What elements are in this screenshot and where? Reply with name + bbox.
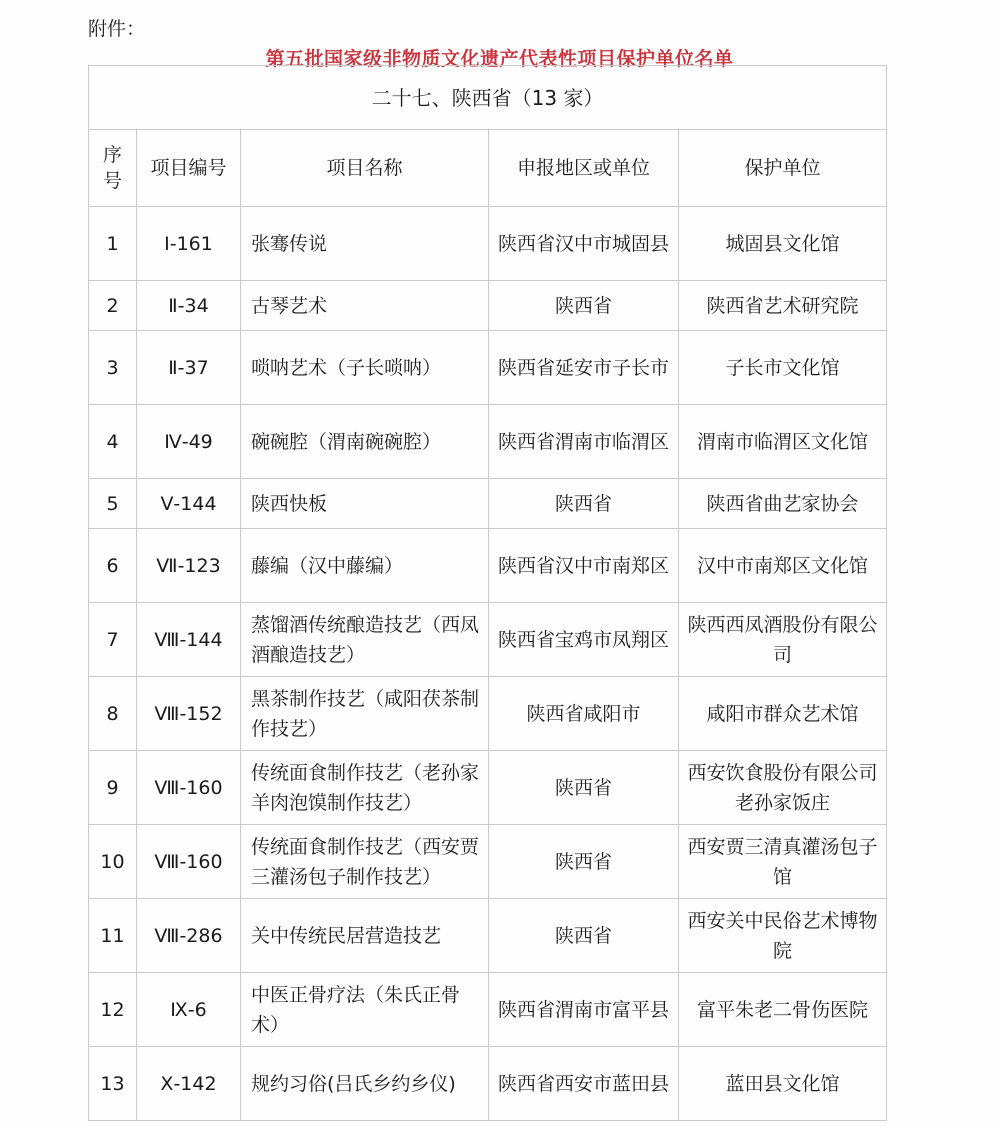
table-row — [89, 899, 887, 973]
cell-name: 碗碗腔（渭南碗碗腔） — [241, 405, 489, 479]
table-row — [89, 529, 887, 603]
cell-code: Ⅸ-6 — [137, 973, 241, 1047]
cell-unit: 西安贾三清真灌汤包子馆 — [679, 825, 887, 899]
cell-seq: 10 — [89, 825, 137, 899]
cell-region: 陕西省汉中市南郑区 — [489, 529, 679, 603]
cell-name: 规约习俗(吕氏乡约乡仪) — [241, 1047, 489, 1121]
cell-unit: 陕西西凤酒股份有限公司 — [679, 603, 887, 677]
cell-seq: 12 — [89, 973, 137, 1047]
header-unit: 保护单位 — [679, 130, 887, 207]
cell-unit: 陕西省曲艺家协会 — [679, 479, 887, 529]
cell-seq: 4 — [89, 405, 137, 479]
cell-region: 陕西省汉中市城固县 — [489, 207, 679, 281]
cell-unit: 西安关中民俗艺术博物院 — [679, 899, 887, 973]
cell-seq: 9 — [89, 751, 137, 825]
cell-name: 黑茶制作技艺（咸阳茯茶制作技艺） — [241, 677, 489, 751]
cell-code: Ⅷ-152 — [137, 677, 241, 751]
cell-seq: 8 — [89, 677, 137, 751]
cell-code: Ⅷ-144 — [137, 603, 241, 677]
cell-seq: 13 — [89, 1047, 137, 1121]
protection-unit-table — [88, 65, 887, 1121]
cell-name: 关中传统民居营造技艺 — [241, 899, 489, 973]
cell-name: 古琴艺术 — [241, 281, 489, 331]
cell-unit: 咸阳市群众艺术馆 — [679, 677, 887, 751]
cell-region: 陕西省 — [489, 281, 679, 331]
cell-unit: 蓝田县文化馆 — [679, 1047, 887, 1121]
cell-region: 陕西省宝鸡市凤翔区 — [489, 603, 679, 677]
table-row — [89, 825, 887, 899]
cell-seq: 5 — [89, 479, 137, 529]
header-code: 项目编号 — [137, 130, 241, 207]
table-row — [89, 677, 887, 751]
table-header-row — [89, 130, 887, 207]
cell-name: 张骞传说 — [241, 207, 489, 281]
cell-code: Ⅴ-144 — [137, 479, 241, 529]
table-row — [89, 331, 887, 405]
cell-region: 陕西省咸阳市 — [489, 677, 679, 751]
section-heading: 二十七、陕西省（13 家） — [89, 66, 887, 130]
cell-region: 陕西省西安市蓝田县 — [489, 1047, 679, 1121]
cell-seq: 3 — [89, 331, 137, 405]
header-name: 项目名称 — [241, 130, 489, 207]
cell-unit: 渭南市临渭区文化馆 — [679, 405, 887, 479]
cell-seq: 6 — [89, 529, 137, 603]
cell-name: 蒸馏酒传统酿造技艺（西凤酒酿造技艺） — [241, 603, 489, 677]
cell-name: 藤编（汉中藤编） — [241, 529, 489, 603]
cell-name: 中医正骨疗法（朱氏正骨术） — [241, 973, 489, 1047]
cell-seq: 7 — [89, 603, 137, 677]
attachment-label: 附件： — [88, 18, 146, 40]
cell-name: 唢呐艺术（子长唢呐） — [241, 331, 489, 405]
cell-code: Ⅰ-161 — [137, 207, 241, 281]
cell-code: Ⅷ-286 — [137, 899, 241, 973]
cell-unit: 城固县文化馆 — [679, 207, 887, 281]
table-row — [89, 207, 887, 281]
cell-code: Ⅶ-123 — [137, 529, 241, 603]
cell-unit: 汉中市南郑区文化馆 — [679, 529, 887, 603]
cell-region: 陕西省渭南市富平县 — [489, 973, 679, 1047]
cell-seq: 1 — [89, 207, 137, 281]
cell-code: Ⅹ-142 — [137, 1047, 241, 1121]
cell-seq: 2 — [89, 281, 137, 331]
table-row — [89, 405, 887, 479]
cell-code: Ⅱ-37 — [137, 331, 241, 405]
cell-code: Ⅷ-160 — [137, 751, 241, 825]
cell-region: 陕西省 — [489, 825, 679, 899]
cell-name: 陕西快板 — [241, 479, 489, 529]
cell-code: Ⅷ-160 — [137, 825, 241, 899]
cell-unit: 西安饮食股份有限公司老孙家饭庄 — [679, 751, 887, 825]
document-title: 第五批国家级非物质文化遗产代表性项目保护单位名单 — [265, 48, 734, 70]
cell-code: Ⅳ-49 — [137, 405, 241, 479]
cell-code: Ⅱ-34 — [137, 281, 241, 331]
cell-region: 陕西省延安市子长市 — [489, 331, 679, 405]
cell-seq: 11 — [89, 899, 137, 973]
cell-region: 陕西省渭南市临渭区 — [489, 405, 679, 479]
header-region: 申报地区或单位 — [489, 130, 679, 207]
cell-region: 陕西省 — [489, 479, 679, 529]
table-row — [89, 479, 887, 529]
header-seq: 序号 — [89, 130, 137, 207]
table-row — [89, 973, 887, 1047]
table-row — [89, 1047, 887, 1121]
cell-unit: 陕西省艺术研究院 — [679, 281, 887, 331]
cell-name: 传统面食制作技艺（老孙家羊肉泡馍制作技艺） — [241, 751, 489, 825]
table-row — [89, 281, 887, 331]
table-row — [89, 751, 887, 825]
cell-unit: 子长市文化馆 — [679, 331, 887, 405]
table-row — [89, 603, 887, 677]
cell-region: 陕西省 — [489, 751, 679, 825]
cell-name: 传统面食制作技艺（西安贾三灌汤包子制作技艺） — [241, 825, 489, 899]
cell-unit: 富平朱老二骨伤医院 — [679, 973, 887, 1047]
cell-region: 陕西省 — [489, 899, 679, 973]
